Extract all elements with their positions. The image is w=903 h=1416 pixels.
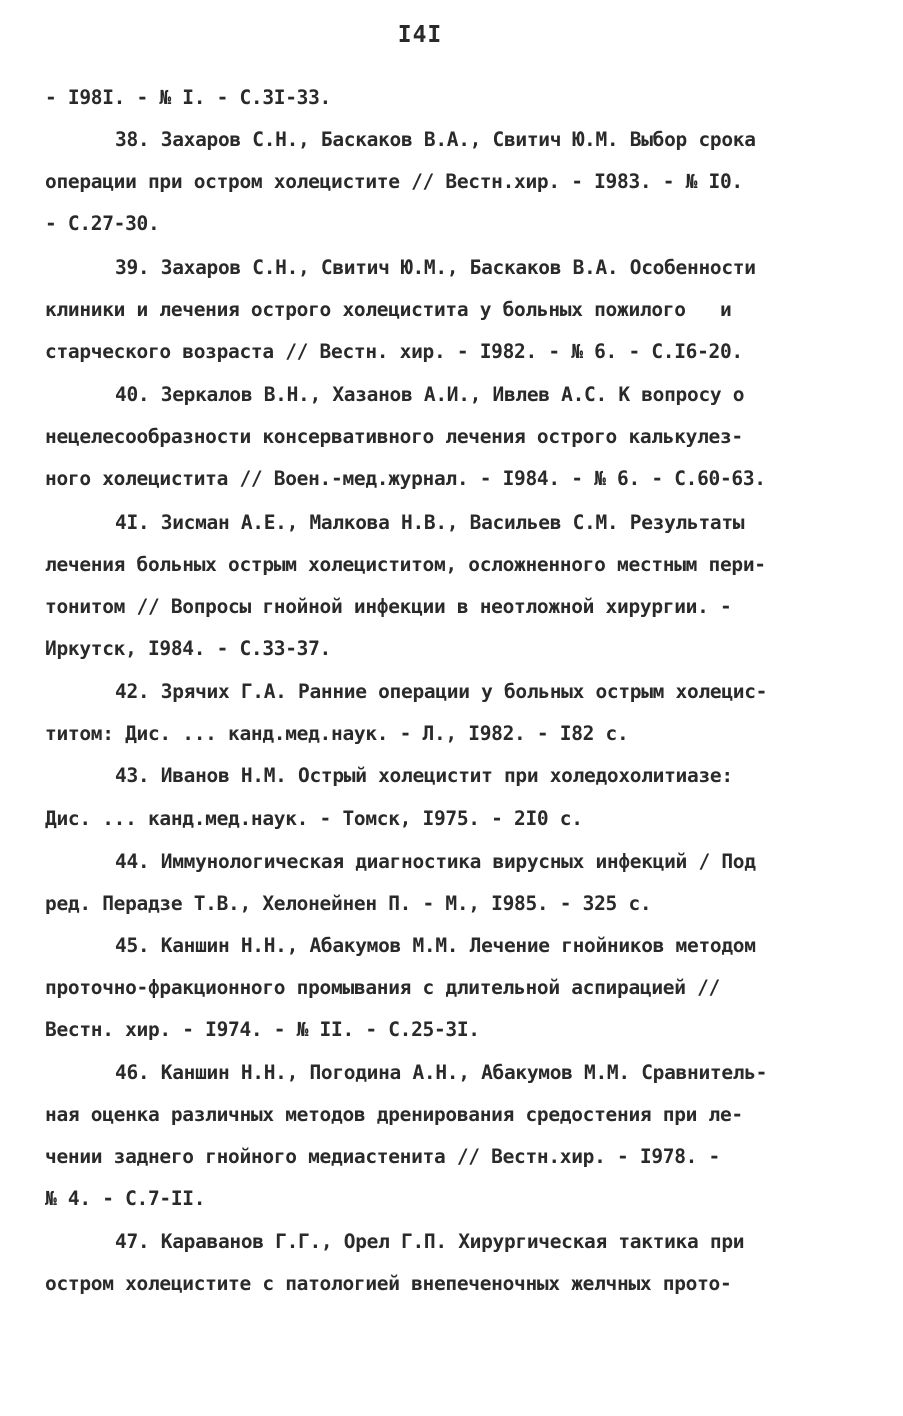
text-line: нецелесообразности консервативного лечения острого калькулез- (45, 425, 743, 448)
text-line: 40. Зеркалов В.Н., Хазанов А.И., Ивлев А.С. К вопросу о (115, 383, 745, 406)
text-line: 47. Караванов Г.Г., Орел Г.П. Хирургическая тактика при (115, 1230, 745, 1253)
text-line: ного холецистита // Воен.-мед.журнал. - I984. - № 6. - С.60-63. (45, 467, 766, 490)
text-line: 43. Иванов Н.М. Острый холецистит при холедохолитиазе: (115, 764, 733, 787)
text-line: 44. Иммунологическая диагностика вирусных инфекций / Под (115, 850, 756, 873)
text-line: остром холецистите с патологией внепеченочных желчных прото- (45, 1272, 732, 1295)
text-line: клиники и лечения острого холецистита у больных пожилого и (45, 298, 732, 321)
text-line: Иркутск, I984. - С.33-37. (45, 637, 332, 660)
text-line: ная оценка различных методов дренирования средостения при ле- (45, 1103, 743, 1126)
text-line: ред. Перадзе Т.В., Хелонейнен П. - М., I985. - 325 с. (45, 892, 652, 915)
text-line: 45. Каншин Н.Н., Абакумов М.М. Лечение гнойников методом (115, 934, 756, 957)
text-line: 39. Захаров С.Н., Свитич Ю.М., Баскаков В.А. Особенности (115, 256, 756, 279)
text-line: титом: Дис. ... канд.мед.наук. - Л., I982. - I82 с. (45, 722, 629, 745)
text-line: проточно-фракционного промывания с длительной аспирацией // (45, 976, 720, 999)
text-line: - I98I. - № I. - С.3I-33. (45, 86, 332, 109)
text-line: операции при остром холецистите // Вестн.хир. - I983. - № I0. (45, 170, 743, 193)
text-line: 46. Каншин Н.Н., Погодина А.Н., Абакумов М.М. Сравнитель- (115, 1061, 768, 1084)
text-line: Вестн. хир. - I974. - № II. - С.25-3I. (45, 1018, 480, 1041)
text-line: № 4. - С.7-II. (45, 1187, 206, 1210)
text-line: 38. Захаров С.Н., Баскаков В.А., Свитич Ю.М. Выбор срока (115, 128, 756, 151)
text-line: тонитом // Вопросы гнойной инфекции в неотложной хирургии. - (45, 595, 732, 618)
page-number: I4I (397, 22, 443, 48)
text-line: чении заднего гнойного медиастенита // Вестн.хир. - I978. - (45, 1145, 720, 1168)
text-line: старческого возраста // Вестн. хир. - I982. - № 6. - С.I6-20. (45, 340, 743, 363)
text-line: Дис. ... канд.мед.наук. - Томск, I975. - 2I0 с. (45, 807, 583, 830)
text-line: 4I. Зисман А.Е., Малкова Н.В., Васильев С.М. Результаты (115, 511, 745, 534)
text-line: 42. Зрячих Г.А. Ранние операции у больных острым холецис- (115, 680, 768, 703)
text-line: - С.27-30. (45, 212, 160, 235)
text-line: лечения больных острым холециститом, осложненного местным пери- (45, 553, 766, 576)
